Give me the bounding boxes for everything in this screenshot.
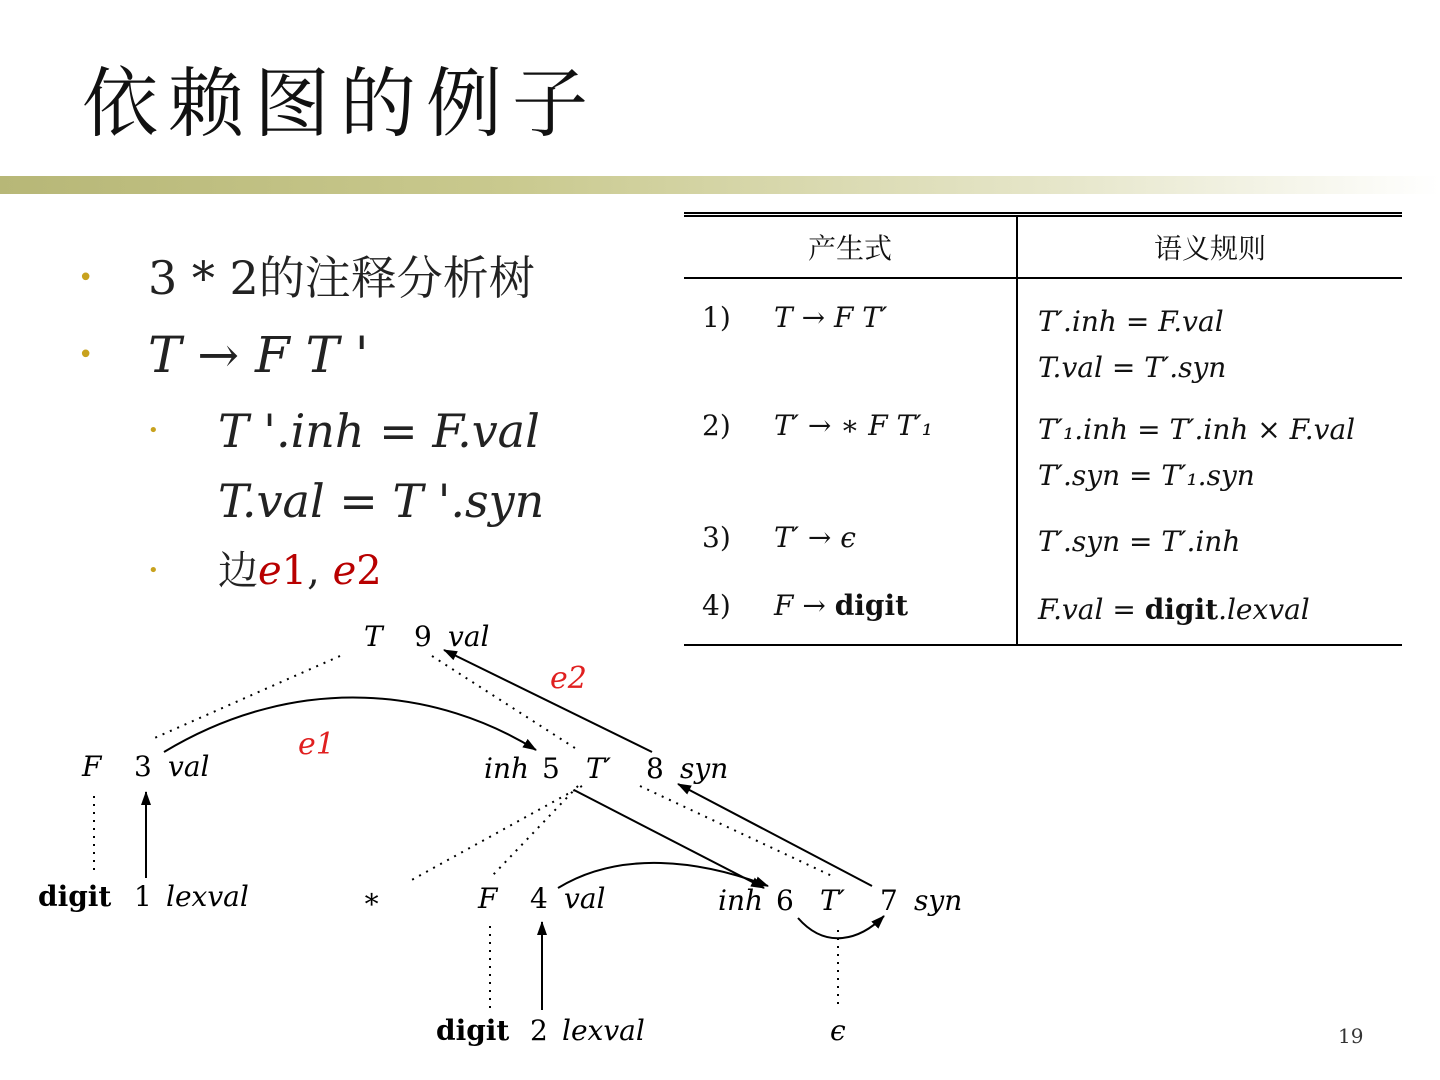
- bullet-annotated-tree: [78, 248, 535, 308]
- row-production: T → F T′: [774, 301, 888, 334]
- edge-e1-label: e: [258, 548, 282, 594]
- production-digit: digit: [834, 589, 909, 622]
- star-token: ∗: [362, 882, 382, 915]
- edge-label-e1: e1: [298, 727, 335, 762]
- sub-bullet-rules-line2: T.val = T '.syn: [218, 474, 545, 528]
- node-6-attr: inh: [718, 884, 764, 917]
- node-3-id: 3: [134, 750, 152, 783]
- rule-digit: digit: [1144, 593, 1219, 626]
- row-number: 1): [702, 301, 731, 334]
- node-4-symbol: F: [478, 882, 498, 915]
- node-1-symbol: digit: [38, 880, 112, 913]
- bullet-dot: •: [148, 560, 159, 581]
- bullet-production: [78, 324, 369, 386]
- bullet-dot: •: [148, 420, 159, 441]
- row-rule: T′.syn = T′₁.syn: [1038, 459, 1255, 492]
- arrow-5-to-6: [574, 790, 764, 888]
- node-2-attr: lexval: [562, 1014, 645, 1047]
- row-rule: T.val = T′.syn: [1038, 351, 1227, 384]
- table-row: [684, 397, 1402, 509]
- sdd-rules-table: [684, 212, 1402, 646]
- arrow-7-to-8: [678, 784, 872, 886]
- node-1-id: 1: [134, 880, 152, 913]
- row-number: 3): [702, 521, 731, 554]
- node-6-id: 6: [776, 884, 794, 917]
- bullet-text: T '.inh = F.val: [218, 404, 540, 458]
- edges-prefix: 边: [218, 548, 258, 594]
- arrow-e2: [444, 650, 652, 752]
- edge-label-e2: e2: [550, 661, 587, 696]
- bullet-text: [218, 548, 382, 594]
- node-9-id: 9: [414, 620, 432, 653]
- node-3-symbol: F: [82, 750, 102, 783]
- node-5-id: 5: [542, 752, 560, 785]
- table-row: [684, 278, 1402, 397]
- row-number: 4): [702, 589, 731, 622]
- node-8-id: 8: [646, 752, 664, 785]
- edge-e2-sub: 2: [356, 548, 382, 594]
- slide-title: 依赖图的例子: [82, 59, 598, 148]
- epsilon-token: ϵ: [830, 1014, 846, 1047]
- arrow-6-to-7: [798, 916, 884, 938]
- bullet-dot: •: [78, 340, 94, 370]
- tree-edge: [492, 786, 578, 876]
- node-5-symbol: T′: [586, 752, 612, 785]
- dependency-edges: [146, 650, 884, 1010]
- node-8-attr: syn: [680, 752, 729, 785]
- page-number: 19: [1338, 1024, 1364, 1048]
- node-7-attr: syn: [914, 884, 963, 917]
- node-1-attr: lexval: [166, 880, 249, 913]
- bullet-text: T → F T ': [148, 326, 369, 384]
- node-2-symbol: digit: [436, 1014, 510, 1047]
- node-4-id: 4: [530, 882, 548, 915]
- rule-lexval: .lexval: [1218, 593, 1310, 626]
- sub-bullet-edges: [148, 542, 382, 600]
- edges-separator: ,: [307, 548, 333, 594]
- node-5-attr: inh: [484, 752, 530, 785]
- node-9-attr: val: [448, 620, 490, 653]
- parse-tree-edges: [94, 656, 838, 1010]
- row-rule: T′₁.inh = T′.inh × F.val: [1038, 413, 1356, 446]
- node-4-attr: val: [564, 882, 606, 915]
- header-semantic-rules: 语义规则: [1017, 215, 1402, 279]
- edge-e2-label: e: [332, 548, 357, 594]
- title-divider: [0, 176, 1440, 194]
- row-production: T′ → ϵ: [774, 521, 856, 554]
- table-row: [684, 509, 1402, 579]
- node-3-attr: val: [168, 750, 210, 783]
- row-rule: T′.syn = T′.inh: [1038, 525, 1241, 558]
- row-production: T′ → ∗ F T′₁: [774, 409, 933, 442]
- node-9-symbol: T: [364, 620, 383, 653]
- tree-edge: [408, 786, 582, 882]
- node-7-id: 7: [880, 884, 898, 917]
- rule-lhs: F.val =: [1038, 593, 1145, 626]
- arrow-e1: [164, 698, 536, 752]
- edge-e1-sub: 1: [281, 548, 308, 594]
- row-rule: T′.inh = F.val: [1038, 305, 1224, 338]
- bullet-text: 3 * 2的注释分析树: [148, 251, 535, 305]
- row-number: 2): [702, 409, 731, 442]
- production-lhs: F →: [774, 589, 835, 622]
- dependency-graph: [0, 600, 1000, 1070]
- header-production: 产生式: [684, 215, 1017, 279]
- bullet-dot: •: [78, 263, 94, 293]
- node-2-id: 2: [530, 1014, 548, 1047]
- sub-bullet-rules: [148, 402, 540, 460]
- node-6-symbol: T′: [820, 884, 846, 917]
